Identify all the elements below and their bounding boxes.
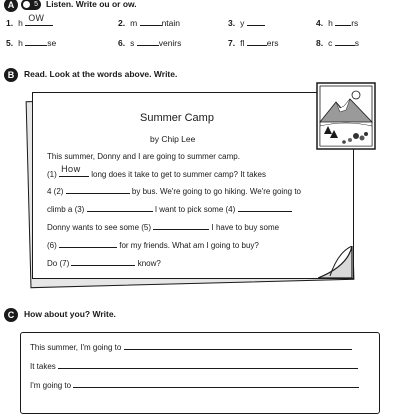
item-number: 8. <box>316 38 324 48</box>
item-prefix: m <box>130 18 138 28</box>
section-a-instruction: Listen. Write ou or ow. <box>46 0 137 9</box>
story-blank-3[interactable] <box>87 204 153 212</box>
item-prefix: h <box>18 18 23 28</box>
story-text: for my friends. What am I going to buy? <box>119 241 259 250</box>
item-suffix: venirs <box>158 38 182 48</box>
answer-blank[interactable] <box>140 18 162 26</box>
word-item-7 <box>228 38 279 48</box>
item-prefix: fl <box>240 38 245 48</box>
story-line-2 <box>47 165 267 179</box>
writing-line-2 <box>30 362 358 371</box>
story-line-5 <box>47 222 279 232</box>
item-suffix: rs <box>351 18 359 28</box>
word-item-4 <box>316 18 358 28</box>
word-item-3 <box>228 18 265 28</box>
story-byline: by Chip Lee <box>150 134 196 144</box>
answer-blank[interactable] <box>247 18 265 26</box>
item-suffix: ntain <box>161 18 180 28</box>
story-blank-2[interactable] <box>66 186 130 194</box>
item-number: 3. <box>228 18 236 28</box>
item-number: 7. <box>228 38 236 48</box>
story-line-3 <box>47 186 301 196</box>
item-prefix: c <box>328 38 333 48</box>
story-text: This summer, Donny and I are going to summer camp. <box>47 152 240 161</box>
answer-blank[interactable] <box>335 38 355 46</box>
item-prefix: h <box>328 18 333 28</box>
story-blank-1[interactable] <box>59 165 89 177</box>
answer-blank[interactable] <box>25 14 53 26</box>
section-b-instruction: Read. Look at the words above. Write. <box>24 69 178 79</box>
story-blank-5[interactable] <box>153 222 209 230</box>
blank-number: 4 (2) <box>47 187 64 196</box>
item-number: 5. <box>6 38 14 48</box>
answer-blank[interactable] <box>137 38 159 46</box>
audio-track-icon[interactable]: 5 <box>21 0 41 10</box>
blank-number: (6) <box>47 241 57 250</box>
item-suffix: s <box>354 38 359 48</box>
item-number: 6. <box>118 38 126 48</box>
writing-blank[interactable] <box>73 381 359 388</box>
item-number: 4. <box>316 18 324 28</box>
writing-prompt: I'm going to <box>30 381 72 390</box>
story-line-1 <box>47 152 240 161</box>
word-item-1 <box>6 14 53 28</box>
mountain-picture <box>316 82 376 150</box>
blank-number: Donny wants to see some (5) <box>47 223 152 232</box>
story-blank-6[interactable] <box>59 240 117 248</box>
item-prefix: h <box>18 38 23 48</box>
item-suffix: se <box>47 38 57 48</box>
writing-prompt: It takes <box>30 362 56 371</box>
section-a-badge: A <box>4 0 18 12</box>
page-curl-icon <box>318 246 358 282</box>
story-blank-4[interactable] <box>238 204 292 212</box>
writing-line-3 <box>30 381 359 390</box>
item-number: 2. <box>118 18 126 28</box>
word-item-8 <box>316 38 359 48</box>
blank-number: climb a (3) <box>47 205 85 214</box>
blank-number: (1) <box>47 170 57 179</box>
item-prefix: s <box>130 38 135 48</box>
story-text: know? <box>137 259 161 268</box>
writing-blank[interactable] <box>58 362 358 369</box>
handwritten-answer: How <box>61 165 81 175</box>
item-prefix: y <box>240 18 245 28</box>
blank-number: Do (7) <box>47 259 70 268</box>
section-c-badge: C <box>4 308 18 322</box>
writing-line-1 <box>30 343 352 352</box>
writing-prompt: This summer, I'm going to <box>30 343 122 352</box>
word-item-5 <box>6 38 56 48</box>
story-blank-7[interactable] <box>71 258 135 266</box>
section-b-badge: B <box>4 68 18 82</box>
story-text: long does it take to get to summer camp? It takes <box>91 170 267 179</box>
story-line-4 <box>47 204 292 214</box>
answer-blank[interactable] <box>247 38 267 46</box>
word-item-6 <box>118 38 181 48</box>
handwritten-answer: OW <box>28 14 45 24</box>
answer-blank[interactable] <box>335 18 351 26</box>
story-text: I want to pick some (4) <box>154 205 236 214</box>
story-text: by bus. We're going to go hiking. We're going to <box>131 187 302 196</box>
section-c-instruction: How about you? Write. <box>24 309 116 319</box>
answer-blank[interactable] <box>25 38 47 46</box>
word-item-2 <box>118 18 180 28</box>
item-number: 1. <box>6 18 14 28</box>
story-line-7 <box>47 258 161 268</box>
story-title: Summer Camp <box>140 112 214 124</box>
story-line-6 <box>47 240 259 250</box>
story-text: I have to buy some <box>211 223 280 232</box>
writing-blank[interactable] <box>124 343 352 350</box>
item-suffix: ers <box>266 38 279 48</box>
